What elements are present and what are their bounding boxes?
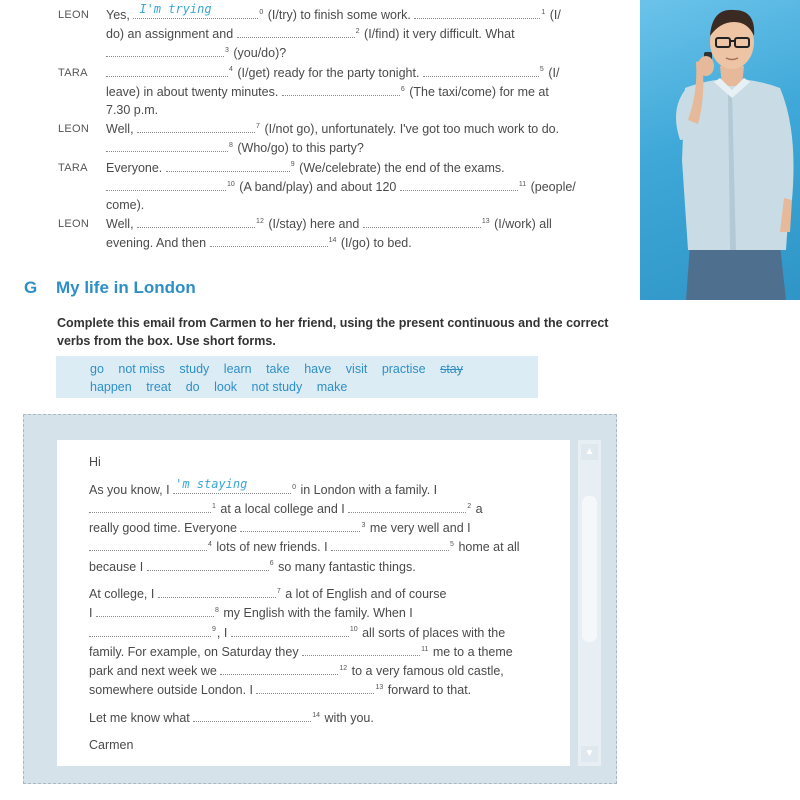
word-option: make <box>316 380 348 394</box>
text-fragment: Well, <box>106 217 134 232</box>
text-fragment: As you know, I <box>89 482 170 497</box>
scroll-up-arrow-icon[interactable]: ▲ <box>581 444 598 460</box>
blank-number: 2 <box>467 502 472 510</box>
text-fragment: (I/find) it very difficult. What <box>364 27 515 42</box>
blank-number: 12 <box>339 664 348 672</box>
blank-number: 9 <box>212 626 216 634</box>
answer-blank[interactable] <box>137 119 255 133</box>
handwritten-answer: I'm trying <box>139 1 212 16</box>
answer-blank[interactable] <box>133 1 258 19</box>
answer-blank[interactable] <box>220 661 338 675</box>
blank-number: 2 <box>355 28 360 36</box>
word-option: not miss <box>118 362 165 376</box>
word-box <box>56 356 538 398</box>
text-fragment: At college, I <box>89 587 155 602</box>
text-fragment: so many fantastic things. <box>278 559 416 574</box>
text-fragment: (I/go) to bed. <box>340 236 412 251</box>
answer-blank[interactable] <box>331 537 449 551</box>
answer-blank[interactable] <box>363 214 481 228</box>
dialogue-text <box>106 1 623 63</box>
text-fragment: (people/ <box>530 179 576 194</box>
dialogue-turn <box>58 1 623 63</box>
answer-blank[interactable] <box>348 499 466 513</box>
blank-number: 5 <box>539 66 544 74</box>
blank-number: 6 <box>269 560 274 568</box>
email-paragraph <box>89 476 569 576</box>
blank-number: 7 <box>256 123 260 131</box>
scroll-down-arrow-icon[interactable]: ▼ <box>581 746 598 762</box>
text-fragment: (I/ <box>549 8 561 22</box>
word-option-used: stay <box>440 362 464 376</box>
blank-number: 6 <box>400 85 405 93</box>
answer-blank[interactable] <box>237 24 355 38</box>
text-fragment: (Who/go) to this party? <box>237 141 364 156</box>
text-fragment: Yes, <box>106 8 130 22</box>
blank-number: 3 <box>361 521 366 529</box>
answer-blank[interactable] <box>302 642 420 656</box>
speaker-label: LEON <box>58 123 90 136</box>
email-paragraph <box>89 584 569 699</box>
text-fragment: (you/do)? <box>233 46 287 61</box>
man-on-phone-photo <box>640 0 800 300</box>
answer-blank[interactable] <box>423 63 539 77</box>
blank-number: 9 <box>290 161 295 169</box>
answer-blank[interactable] <box>400 177 518 191</box>
word-option: have <box>304 362 332 376</box>
text-fragment: in London with a family. I <box>300 482 438 497</box>
text-fragment: (The taxi/come) for me at <box>409 84 549 99</box>
word-row <box>90 378 528 396</box>
text-fragment: a <box>475 501 483 516</box>
text-fragment: (I/not go), unfortunately. I've got too much work to do. <box>264 122 560 137</box>
dialogue-text <box>106 63 623 120</box>
text-fragment: (I/ <box>548 65 560 80</box>
text-fragment: 7.30 p.m. <box>106 103 159 118</box>
scroll-thumb[interactable] <box>582 496 597 642</box>
text-fragment: because I <box>89 559 144 574</box>
answer-blank[interactable] <box>106 43 224 57</box>
email-signoff: Carmen <box>89 737 134 752</box>
text-fragment: , I <box>216 625 228 640</box>
text-fragment: come). <box>106 198 145 213</box>
dialogue-exercise <box>58 1 623 253</box>
answer-blank[interactable] <box>147 557 269 571</box>
dialogue-turn <box>58 63 623 120</box>
dialogue-text <box>106 158 623 215</box>
text-fragment: at a local college and I <box>220 501 345 516</box>
answer-blank[interactable] <box>89 623 211 637</box>
answer-blank[interactable] <box>282 82 400 96</box>
word-option: treat <box>146 380 172 394</box>
word-option: happen <box>90 380 132 394</box>
text-fragment: with you. <box>324 710 374 725</box>
text-fragment: leave) in about twenty minutes. <box>106 84 279 99</box>
word-option: visit <box>345 362 368 376</box>
text-fragment: lots of new friends. I <box>216 540 328 555</box>
man-on-phone-illustration <box>640 0 800 300</box>
text-fragment: me very well and I <box>369 521 471 536</box>
blank-number: 14 <box>312 711 321 719</box>
word-option: learn <box>223 362 252 376</box>
blank-number: 0 <box>259 8 264 16</box>
answer-blank[interactable] <box>240 518 360 532</box>
email-greeting: Hi <box>89 455 101 469</box>
dialogue-text <box>106 214 623 252</box>
blank-number: 7 <box>276 588 281 596</box>
handwritten-answer: 'm staying <box>175 476 248 491</box>
word-row <box>90 360 528 378</box>
blank-number: 12 <box>256 218 264 226</box>
answer-blank[interactable] <box>231 623 349 637</box>
blank-number: 4 <box>208 541 212 549</box>
text-fragment: a lot of English and of course <box>285 587 447 602</box>
blank-number: 10 <box>227 180 235 188</box>
text-fragment: really good time. Everyone <box>89 521 237 536</box>
section-letter: G <box>24 278 38 297</box>
text-fragment: Well, <box>106 122 134 137</box>
text-fragment: me to a theme <box>432 644 513 659</box>
answer-blank[interactable] <box>193 708 311 722</box>
answer-blank[interactable] <box>106 138 228 152</box>
answer-blank[interactable] <box>414 5 540 19</box>
section-title: My life in London <box>56 278 196 297</box>
word-option: look <box>214 380 238 394</box>
email-paragraph <box>89 708 569 727</box>
text-fragment: park and next week we <box>89 664 217 679</box>
word-option: not study <box>251 380 303 394</box>
blank-number: 13 <box>481 218 490 226</box>
text-fragment: I <box>89 606 93 621</box>
blank-number: 13 <box>375 684 384 692</box>
text-fragment: evening. And then <box>106 236 207 251</box>
text-fragment: my English with the family. When I <box>223 606 413 621</box>
answer-blank[interactable] <box>158 584 276 598</box>
text-fragment: all sorts of places with the <box>362 625 506 640</box>
answer-blank[interactable] <box>106 63 228 77</box>
word-option: study <box>179 362 210 376</box>
text-fragment: (I/stay) here and <box>268 217 360 232</box>
word-option: do <box>185 380 200 394</box>
text-fragment: Let me know what <box>89 710 190 725</box>
blank-number: 14 <box>328 237 337 245</box>
text-fragment: family. For example, on Saturday they <box>89 644 299 659</box>
speaker-label: TARA <box>58 161 88 174</box>
answer-blank[interactable] <box>256 680 374 694</box>
text-fragment: home at all <box>458 540 520 555</box>
blank-number: 11 <box>518 180 527 188</box>
answer-blank[interactable] <box>106 177 226 191</box>
text-fragment: (I/try) to finish some work. <box>267 8 411 22</box>
dialogue-turn <box>58 119 623 157</box>
text-fragment: (We/celebrate) the end of the exams. <box>299 160 505 175</box>
word-option: take <box>266 362 290 376</box>
word-option: practise <box>381 362 426 376</box>
blank-number: 8 <box>229 142 233 150</box>
answer-blank[interactable] <box>89 499 211 513</box>
dialogue-turn <box>58 214 623 252</box>
exercise-instructions: Complete this email from Carmen to her friend, using the present continuous and the correct verbs from the box. Use short forms. <box>57 316 609 348</box>
answer-blank[interactable] <box>173 476 291 494</box>
speaker-label: TARA <box>58 66 88 79</box>
answer-blank[interactable] <box>166 158 290 172</box>
text-fragment: to a very famous old castle, <box>351 664 504 679</box>
email-text <box>89 453 569 762</box>
answer-blank[interactable] <box>89 537 207 551</box>
speaker-label: LEON <box>58 218 90 231</box>
blank-number: 10 <box>349 626 358 634</box>
blank-number: 1 <box>541 8 546 16</box>
speaker-label: LEON <box>58 9 90 21</box>
text-fragment: Everyone. <box>106 160 163 175</box>
answer-blank[interactable] <box>210 233 328 247</box>
email-scrollbar[interactable] <box>578 440 601 766</box>
blank-number: 8 <box>214 607 219 615</box>
blank-number: 5 <box>450 541 454 549</box>
text-fragment: (I/work) all <box>494 217 552 232</box>
blank-number: 3 <box>225 47 229 55</box>
dialogue-turn <box>58 158 623 215</box>
text-fragment: (A band/play) and about 120 <box>239 179 397 194</box>
text-fragment: do) an assignment and <box>106 27 234 42</box>
word-option: go <box>90 362 104 376</box>
blank-number: 0 <box>292 483 296 491</box>
blank-number: 4 <box>229 66 233 74</box>
text-fragment: forward to that. <box>387 683 472 698</box>
blank-number: 11 <box>421 645 429 653</box>
answer-blank[interactable] <box>137 214 255 228</box>
blank-number: 1 <box>212 502 216 510</box>
text-fragment: (I/get) ready for the party tonight. <box>237 65 420 80</box>
answer-blank[interactable] <box>96 603 214 617</box>
dialogue-text <box>106 119 623 157</box>
text-fragment: somewhere outside London. I <box>89 683 253 698</box>
